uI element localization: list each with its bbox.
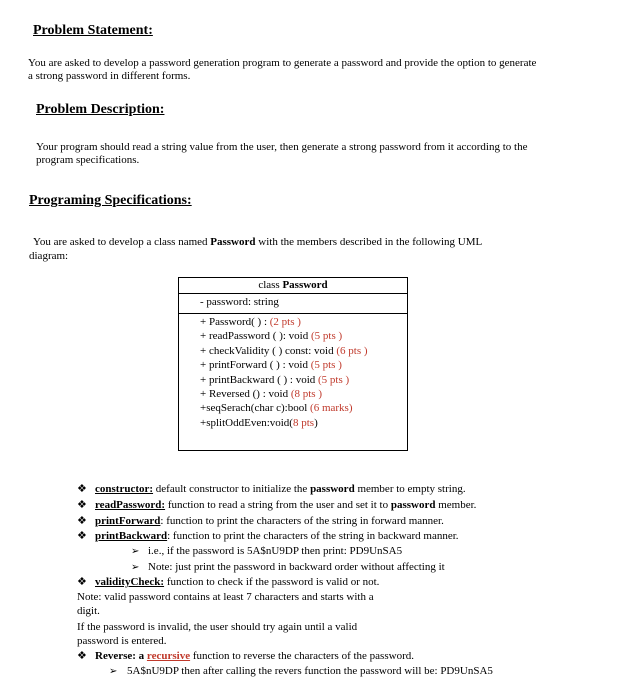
bullet-term: recursive: [146, 650, 191, 662]
method-signature: +seqSerach(char c):bool: [200, 402, 311, 415]
arrow-bullet-icon: ➢: [109, 666, 118, 677]
problem-description-line-2: program specifications.: [36, 154, 140, 166]
validity-note-1: Note: valid password contains at least 7 characters and starts with a: [77, 591, 374, 603]
bullet-desc: default constructor to initialize the: [153, 483, 311, 495]
bullet-desc: function to read a string from the user and set it to: [165, 499, 391, 511]
bullet-constructor: [95, 483, 466, 496]
bullet-bold: password: [390, 499, 436, 511]
method-points: (5 pts ): [310, 359, 342, 372]
diamond-bullet-icon: ❖: [77, 499, 87, 511]
uml-methods: [179, 314, 407, 430]
method-points: (5 pts ): [318, 373, 350, 386]
spec-text-c: with the members described in the following UML: [255, 236, 483, 248]
uml-attribute: - password: string: [179, 294, 407, 314]
diamond-bullet-icon: ❖: [77, 530, 87, 542]
bullet-term: readPassword:: [95, 499, 166, 511]
uml-method: [200, 416, 407, 430]
method-points: (2 pts ): [269, 316, 301, 328]
bullet-bold: password: [310, 483, 355, 495]
method-points: (5 pts ): [311, 330, 343, 343]
validity-note-2: digit.: [77, 605, 100, 617]
uml-title-prefix: class: [258, 279, 283, 291]
arrow-bullet-icon: ➢: [131, 562, 140, 573]
method-signature: + printForward ( ) : void: [200, 359, 311, 372]
bullet-reverse: [95, 650, 414, 663]
method-signature: + Password( ) :: [200, 316, 270, 328]
uml-method: [200, 401, 407, 415]
bullet-term: printBackward: [95, 530, 168, 542]
problem-description-heading: Problem Description:: [36, 102, 165, 117]
uml-class-diagram: [178, 277, 408, 451]
specifications-line-2: diagram:: [29, 250, 69, 262]
method-signature: + readPassword ( ): void: [200, 330, 311, 343]
uml-method: [200, 373, 407, 387]
uml-title-name: Password: [282, 279, 328, 291]
method-points: (6 pts ): [336, 344, 368, 357]
method-signature: + checkValidity ( ) const: void: [200, 344, 337, 357]
method-points: (6 marks): [310, 402, 353, 415]
uml-method: [200, 329, 407, 343]
uml-class-title: [179, 278, 407, 294]
validity-note-3: If the password is invalid, the user should try again until a valid: [77, 621, 358, 633]
problem-statement-line-2: a strong password in different forms.: [28, 70, 191, 82]
uml-method: [200, 387, 407, 401]
uml-method: [200, 315, 407, 329]
method-signature: + printBackward ( ) : void: [200, 373, 319, 386]
bullet-read-password: [95, 499, 476, 512]
method-signature: + Reversed () : void: [200, 387, 291, 400]
method-points: (8 pts ): [290, 387, 322, 400]
diamond-bullet-icon: ❖: [77, 650, 87, 662]
uml-method: [200, 358, 407, 372]
arrow-bullet-icon: ➢: [131, 546, 140, 557]
print-backward-example: i.e., if the password is 5A$nU9DP then print: PD9UnSA5: [148, 545, 403, 557]
bullet-desc: : function to print the characters of the string in backward manner.: [167, 530, 459, 542]
diamond-bullet-icon: ❖: [77, 483, 87, 495]
bullet-term: printForward: [95, 515, 161, 527]
problem-statement-line-1: You are asked to develop a password generation program to generate a password and provide the option to generate: [28, 57, 537, 69]
validity-note-4: password is entered.: [77, 635, 167, 647]
class-name: Password: [210, 236, 256, 248]
print-backward-note: Note: just print the password in backward order without affecting it: [148, 561, 445, 573]
reverse-example: 5A$nU9DP then after calling the revers function the password will be: PD9UnSA5: [127, 665, 493, 677]
problem-description-line-1: Your program should read a string value from the user, then generate a strong password from it according to the: [36, 141, 528, 153]
bullet-desc: : function to print the characters of the string in forward manner.: [160, 515, 444, 527]
bullet-term: constructor:: [95, 483, 154, 495]
bullet-desc: function to check if the password is valid or not.: [164, 576, 380, 588]
spec-text-a: You are asked to develop a class named: [33, 236, 211, 248]
bullet-validity-check: [95, 576, 379, 589]
bullet-print-backward: [95, 530, 459, 543]
bullet-desc: function to reverse the characters of the password.: [190, 650, 414, 662]
uml-method: [200, 344, 407, 358]
method-tail: ): [314, 416, 318, 429]
bullet-print-forward: [95, 515, 444, 528]
diamond-bullet-icon: ❖: [77, 576, 87, 588]
bullet-rest: member to empty string.: [354, 483, 466, 495]
bullet-rest: member.: [435, 499, 477, 511]
method-signature: +splitOddEven:void(: [200, 416, 293, 429]
specifications-line-1: [33, 236, 482, 249]
problem-statement-heading: Problem Statement:: [33, 23, 153, 38]
diamond-bullet-icon: ❖: [77, 515, 87, 527]
programming-specifications-heading: Programing Specifications:: [29, 193, 192, 208]
bullet-label: Reverse: a: [95, 650, 147, 662]
bullet-term: validityCheck:: [95, 576, 165, 588]
method-points: 8 pts: [292, 416, 315, 429]
